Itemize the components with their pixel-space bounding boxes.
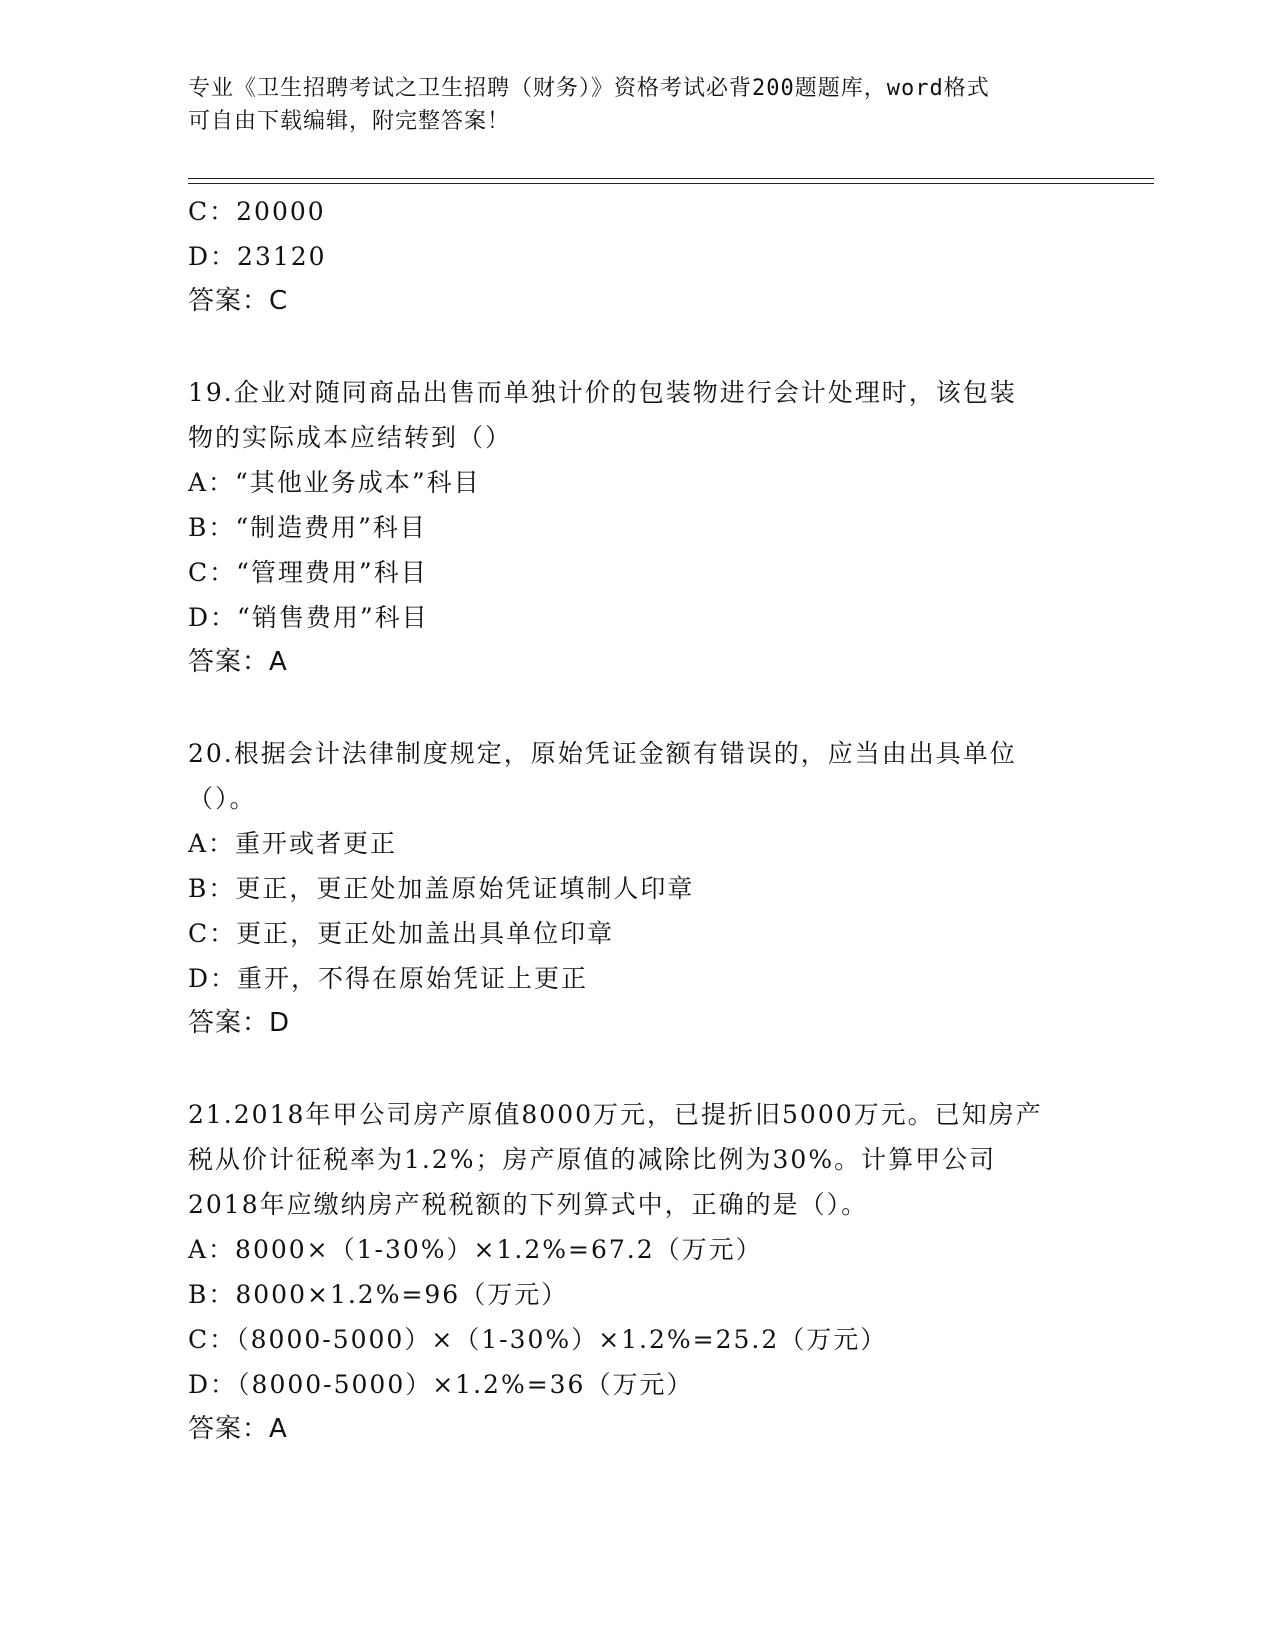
option-d: D：“销售费用”科目 [188, 603, 429, 632]
question-21 [188, 1092, 1088, 1452]
option-a: A：8000×（1-30%）×1.2%=67.2（万元） [188, 1235, 763, 1264]
header-divider-top [188, 178, 1154, 179]
header-line-1: 专业《卫生招聘考试之卫生招聘（财务）》资格考试必背200题题库，word格式 [188, 76, 990, 101]
question-stem: 19.企业对随同商品出售而单独计价的包装物进行会计处理时，该包装 [188, 378, 1017, 407]
option-c: C：（8000-5000）×（1-30%）×1.2%=25.2（万元） [188, 1325, 888, 1354]
answer-line: 答案：A [188, 647, 288, 677]
option-a: A：重开或者更正 [188, 829, 398, 858]
option-b: B：8000×1.2%=96（万元） [188, 1280, 569, 1309]
answer-line: 答案：A [188, 1414, 288, 1444]
page-header [188, 72, 1088, 138]
option-d: D：重开，不得在原始凭证上更正 [188, 964, 589, 993]
header-divider-bottom [188, 183, 1154, 184]
option-b: B：“制造费用”科目 [188, 513, 427, 542]
question-stem: 物的实际成本应结转到（） [188, 423, 513, 452]
prev-question-block [188, 189, 1088, 324]
spacer [188, 324, 1088, 370]
question-stem: （）。 [188, 784, 257, 813]
option-d: D：（8000-5000）×1.2%=36（万元） [188, 1370, 694, 1399]
option-c: C：更正，更正处加盖出具单位印章 [188, 919, 615, 948]
option-a: A：“其他业务成本”科目 [188, 468, 481, 497]
option-c: C：“管理费用”科目 [188, 558, 428, 587]
question-20 [188, 731, 1088, 1046]
answer-line: 答案：C [188, 286, 289, 316]
spacer [188, 1046, 1088, 1092]
question-stem: 税从价计征税率为1.2%；房产原值的减除比例为30%。计算甲公司 [188, 1145, 997, 1174]
option-b: B：更正，更正处加盖原始凭证填制人印章 [188, 874, 695, 903]
question-content [188, 189, 1088, 1452]
question-19 [188, 370, 1088, 685]
option-d: D：23120 [188, 242, 327, 271]
header-line-2: 可自由下载编辑，附完整答案！ [188, 109, 511, 134]
question-stem: 20.根据会计法律制度规定，原始凭证金额有错误的，应当由出具单位 [188, 739, 1017, 768]
option-c: C：20000 [188, 197, 326, 226]
question-stem: 2018年应缴纳房产税税额的下列算式中，正确的是（）。 [188, 1190, 869, 1219]
spacer [188, 685, 1088, 731]
answer-line: 答案：D [188, 1008, 291, 1038]
question-stem: 21.2018年甲公司房产原值8000万元，已提折旧5000万元。已知房产 [188, 1100, 1043, 1129]
